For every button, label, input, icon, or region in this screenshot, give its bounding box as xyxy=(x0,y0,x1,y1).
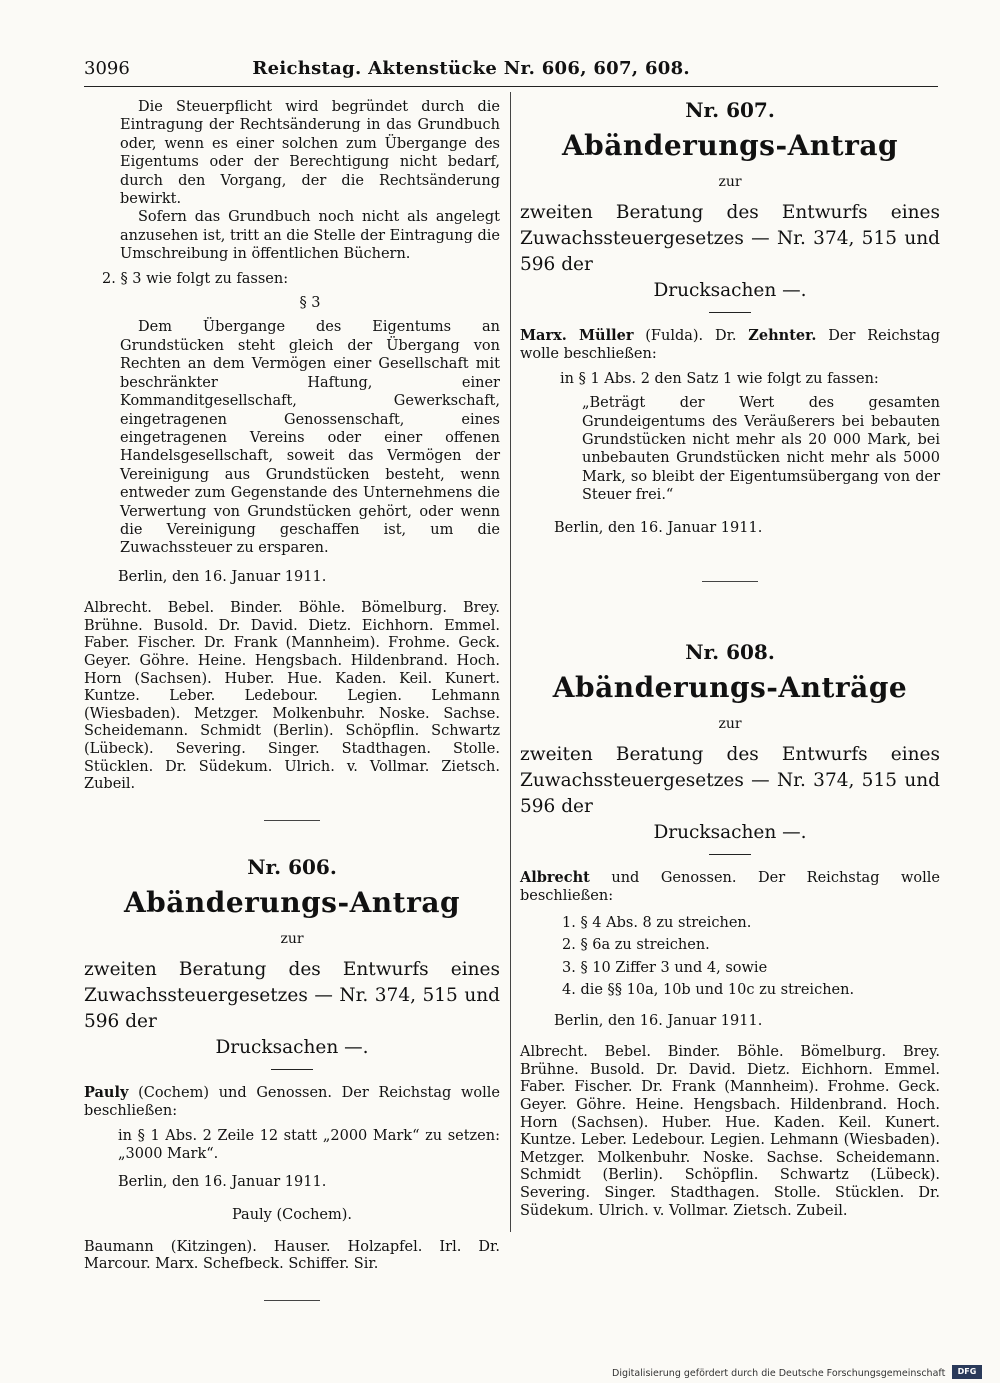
signatures: Albrecht. Bebel. Binder. Böhle. Bömelburg. Brey. Brühne. Busold. Dr. David. Dietz. Eichhorn. Emmel. Faber. Fischer. Dr. Frank (Mannheim). Frohme. Geck. Geyer. Göhre. Heine. Hengsbach. Hildenbrand. Hoch. Horn (Sachsen). Huber. Hue. Kaden. Keil. Kunert. Kuntze. Leber. Ledebour. Legien. Lehmann (Wiesbaden). Metzger. Molkenbuhr. Noske. Sachse. Scheidemann. Schmidt (Berlin). Schöpflin. Schwartz (Lübeck). Severing. Singer. Stadthagen. Stolle. Stücklen. Dr. Südekum. Ulrich. v. Vollmar. Zietsch. Zubeil. xyxy=(84,600,500,793)
list-item: 4. die §§ 10a, 10b und 10c zu streichen. xyxy=(562,982,855,999)
date-line: Berlin, den 16. Januar 1911. xyxy=(554,1012,763,1029)
mover-text: und Genossen. Der Reichstag wolle beschließen: xyxy=(520,870,940,905)
column-divider xyxy=(510,92,511,1232)
motion-title: Abänderungs-Antrag xyxy=(561,129,899,162)
motion-lead: in § 1 Abs. 2 den Satz 1 wie folgt zu fassen: xyxy=(560,370,879,387)
motion-title: Abänderungs-Antrag xyxy=(123,885,461,919)
dfg-logo: DFG xyxy=(952,1365,982,1379)
mover-name: Zehnter. xyxy=(748,327,817,344)
motion-number: Nr. 608. xyxy=(685,640,775,665)
zur-label: zur xyxy=(718,174,742,190)
mover-line xyxy=(520,869,940,906)
motion-number: Nr. 606. xyxy=(247,854,337,879)
mover-text: (Cochem) und Genossen. Der Reichstag wolle beschließen: xyxy=(84,1084,500,1120)
list-item: 1. § 4 Abs. 8 zu streichen. xyxy=(562,914,752,931)
mover-name: Albrecht xyxy=(520,869,590,887)
mover-name: Pauly xyxy=(84,1083,129,1101)
separator-rule xyxy=(702,581,758,582)
paragraph: Die Steuerpflicht wird begründet durch die Eintragung der Rechtsänderung in das Grundbuch oder, wenn es einer solchen zum Übergange des Eigentums oder der Berechtigung nicht bedarf, durch den Vorgang, der die Rechtsänderung bewirkt. xyxy=(120,99,500,208)
signatures: Albrecht. Bebel. Binder. Böhle. Bömelburg. Brey. Brühne. Busold. Dr. David. Dietz. Eichhorn. Emmel. Faber. Fischer. Dr. Frank (Mannheim). Frohme. Geck. Geyer. Göhre. Heine. Hengsbach. Hildenbrand. Hoch. Horn (Sachsen). Huber. Hue. Kaden. Keil. Kunert. Kuntze. Leber. Ledebour. Legien. Lehmann (Wiesbaden). Metzger. Molkenbuhr. Noske. Sachse. Scheidemann. Schmidt (Berlin). Schöpflin. Schwartz (Lübeck). Severing. Singer. Stadthagen. Stolle. Stücklen. Dr. Südekum. Ulrich. v. Vollmar. Zietsch. Zubeil. xyxy=(520,1044,940,1219)
list-item: 2. § 3 wie folgt zu fassen: xyxy=(102,270,289,287)
section-mark: § 3 xyxy=(299,295,321,312)
zur-label: zur xyxy=(718,716,742,733)
motion-subtitle-end: Drucksachen —. xyxy=(215,1036,369,1058)
section-text: Dem Übergange des Eigentums an Grundstücken steht gleich der Übergang von Rechten an dem Vermögen einer Gesellschaft mit beschränkter Haftung, einer Kommanditgesellschaft, Gewerkschaft, eingetragenen Genossenschaft, eines eingetragenen Vereins oder einer offenen Handelsgesellschaft, soweit das Vermögen der Vereinigung aus Grundstücken besteht, wenn entweder zum Gegenstande des Unternehmens die Verwertung von Grundstücken gehört, oder wenn die Vereinigung geschaffen ist, um die Zuwachssteuer zu ersparen. xyxy=(120,319,500,557)
header-title: Reichstag. Aktenstücke Nr. 606, 607, 608. xyxy=(252,58,690,79)
signature-head: Pauly (Cochem). xyxy=(231,1206,353,1223)
mover-line xyxy=(520,327,940,364)
footer-note: Digitalisierung gefördert durch die Deutsche Forschungsgemeinschaft xyxy=(612,1368,946,1379)
short-rule xyxy=(709,854,751,855)
header-rule xyxy=(84,86,938,87)
zur-label: zur xyxy=(280,930,304,947)
list-item: 3. § 10 Ziffer 3 und 4, sowie xyxy=(562,959,768,976)
paragraph: Sofern das Grundbuch noch nicht als angelegt anzusehen ist, tritt an die Stelle der Eintragung die Umschreibung in öffentlichen Büchern. xyxy=(120,209,500,263)
list-item: 2. § 6a zu streichen. xyxy=(562,937,710,954)
mover-text: Der Reichstag wolle beschließen: xyxy=(520,328,940,363)
mover-line xyxy=(84,1084,500,1121)
motion-subtitle-end: Drucksachen —. xyxy=(653,822,807,844)
motion-subtitle: zweiten Beratung des Entwurfs eines Zuwachssteuergesetzes — Nr. 374, 515 und 596 der xyxy=(520,202,940,275)
right-column xyxy=(520,98,940,1235)
page-header xyxy=(84,58,938,86)
motion-list xyxy=(520,912,940,1002)
motion-quote: „Beträgt der Wert des gesamten Grundeigentums des Veräußerers bei bebauten Grundstücken nicht mehr als 20 000 Mark, bei unbebauten Grundstücken nicht mehr als 5000 Mark, so bleibt der Eigentumsübergang von der Steuer frei.“ xyxy=(582,395,940,504)
date-line: Berlin, den 16. Januar 1911. xyxy=(118,568,327,585)
short-rule xyxy=(709,312,751,313)
motion-subtitle-end: Drucksachen —. xyxy=(653,280,807,301)
motion-title: Abänderungs-Anträge xyxy=(552,671,908,705)
motion-subtitle: zweiten Beratung des Entwurfs eines Zuwachssteuergesetzes — Nr. 374, 515 und 596 der xyxy=(520,744,940,818)
motion-text: in § 1 Abs. 2 Zeile 12 statt „2000 Mark“ zu setzen: „3000 Mark“. xyxy=(118,1127,500,1162)
mover-name: Marx. Müller xyxy=(520,327,634,344)
motion-subtitle: zweiten Beratung des Entwurfs eines Zuwachssteuergesetzes — Nr. 374, 515 und 596 der xyxy=(84,958,500,1032)
date-line: Berlin, den 16. Januar 1911. xyxy=(554,519,763,536)
date-line: Berlin, den 16. Januar 1911. xyxy=(118,1174,327,1191)
separator-rule xyxy=(264,820,320,821)
motion-number: Nr. 607. xyxy=(685,98,775,122)
separator-rule xyxy=(264,1300,320,1301)
left-column xyxy=(84,98,500,1301)
short-rule xyxy=(271,1069,313,1070)
page-number: 3096 xyxy=(84,58,130,79)
mover-text: (Fulda). Dr. xyxy=(633,328,749,344)
signatures: Baumann (Kitzingen). Hauser. Holzapfel. Irl. Dr. Marcour. Marx. Schefbeck. Schiffer. Sir. xyxy=(84,1238,500,1273)
